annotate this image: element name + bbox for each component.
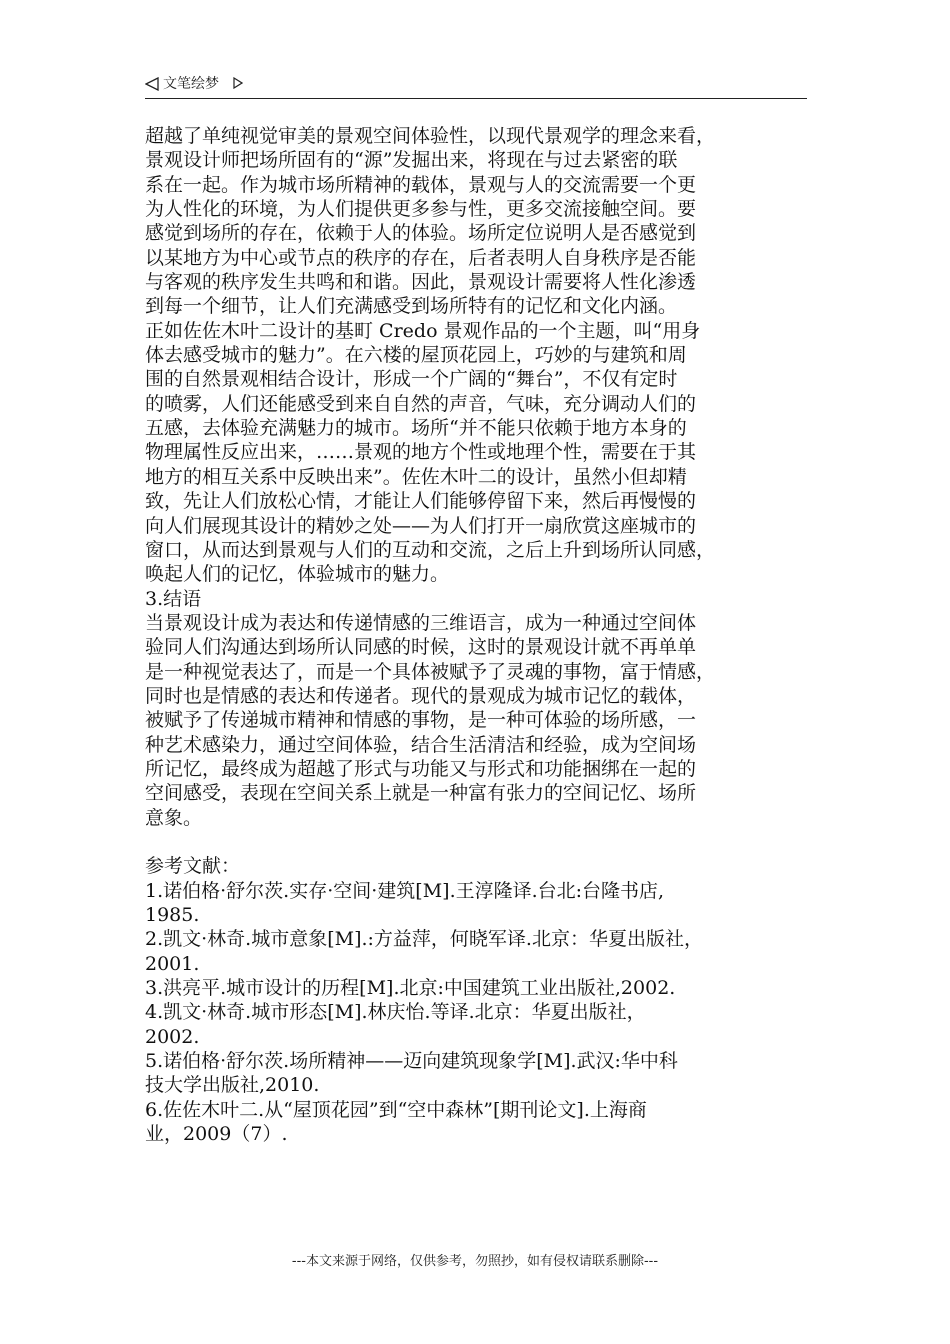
reference-line: 技大学出版社,2010. (145, 1074, 320, 1097)
body-line: 围的自然景观相结合设计，形成一个广阔的“舞台”，不仅有定时 (145, 368, 678, 391)
body-line: 窗口，从而达到景观与人们的互动和交流，之后上升到场所认同感， (145, 538, 716, 561)
body-line: 与客观的秩序发生共鸣和和谐。因此，景观设计需要将人性化渗透 (145, 271, 697, 294)
section-heading: 3.结语 (145, 587, 202, 610)
body-line: 为人性化的环境，为人们提供更多参与性，更多交流接触空间。要 (145, 198, 697, 221)
body-line: 意象。 (145, 806, 203, 829)
body-line: 体去感受城市的魅力”。在六楼的屋顶花园上，巧妙的与建筑和周 (145, 344, 687, 367)
body-line: 超越了单纯视觉审美的景观空间体验性，以现代景观学的理念来看， (145, 125, 716, 147)
body-line: 当景观设计成为表达和传递情感的三维语言，成为一种通过空间体 (145, 611, 697, 634)
spacer (145, 830, 815, 854)
body-line: 正如佐佐木叶二设计的基町 Credo 景观作品的一个主题，叫“用身 (145, 319, 701, 342)
page-header (145, 72, 807, 99)
triangle-left-icon (145, 77, 159, 91)
footer-notice: ---本文来源于网络，仅供参考，勿照抄，如有侵权请联系删除--- (291, 1254, 659, 1269)
body-line: 系在一起。作为城市场所精神的载体，景观与人的交流需要一个更 (145, 173, 697, 196)
reference-line: 2002. (145, 1025, 200, 1048)
triangle-right-icon (233, 77, 243, 89)
body-line: 地方的相互关系中反映出来”。佐佐木叶二的设计，虽然小但却精 (145, 465, 687, 488)
body-line: 所记忆，最终成为超越了形式与功能又与形式和功能捆绑在一起的 (145, 757, 697, 780)
body-line: 感觉到场所的存在，依赖于人的体验。场所定位说明人是否感觉到 (145, 222, 697, 245)
reference-line: 2001. (145, 952, 200, 975)
body-line: 种艺术感染力，通过空间体验，结合生活清洁和经验，成为空间场 (145, 733, 697, 756)
body-line: 同时也是情感的表达和传递者。现代的景观成为城市记忆的载体， (145, 684, 697, 707)
body-line: 物理属性反应出来，……景观的地方个性或地理个性，需要在于其 (145, 441, 697, 464)
body-line: 向人们展现其设计的精妙之处——为人们打开一扇欣赏这座城市的 (145, 514, 697, 537)
references-heading: 参考文献： (145, 855, 241, 878)
body-line: 空间感受，表现在空间关系上就是一种富有张力的空间记忆、场所 (145, 782, 697, 805)
reference-line: 4.凯文·林奇.城市形态[M].林庆怡.等译.北京：华夏出版社， (145, 1001, 646, 1024)
reference-line: 1.诺伯格·舒尔茨.实存·空间·建筑[M].王淳隆译.台北:台隆书店, (145, 879, 665, 902)
reference-line: 业，2009（7）. (145, 1123, 288, 1146)
body-line: 被赋予了传递城市精神和情感的事物，是一种可体验的场所感，一 (145, 709, 697, 732)
reference-line: 6.佐佐木叶二.从“屋顶花园”到“空中森林”[期刊论文].上海商 (145, 1098, 647, 1121)
header-brand: 文笔绘梦 (163, 76, 219, 92)
body-line: 验同人们沟通达到场所认同感的时候，这时的景观设计就不再单单 (145, 636, 697, 659)
body-line: 景观设计师把场所固有的“源”发掘出来，将现在与过去紧密的联 (145, 149, 678, 172)
reference-line: 5.诺伯格·舒尔茨.场所精神——迈向建筑现象学[M].武汉:华中科 (145, 1050, 678, 1073)
body-line: 的喷雾，人们还能感受到来自自然的声音，气味，充分调动人们的 (145, 392, 697, 415)
reference-line: 1985. (145, 904, 200, 926)
reference-line: 3.洪亮平.城市设计的历程[M].北京:中国建筑工业出版社,2002. (145, 977, 676, 1000)
body-line: 唤起人们的记忆，体验城市的魅力。 (145, 563, 450, 586)
body-line: 以某地方为中心或节点的秩序的存在，后者表明人自身秩序是否能 (145, 246, 697, 269)
reference-line: 2.凯文·林奇.城市意象[M].:方益萍，何晓军译.北京：华夏出版社， (145, 928, 703, 951)
body-line: 致，先让人们放松心情，才能让人们能够停留下来，然后再慢慢的 (145, 490, 697, 513)
body-line: 五感，去体验充满魅力的城市。场所“并不能只依赖于地方本身的 (145, 417, 687, 440)
references-section (145, 854, 815, 1146)
body-line: 到每一个细节，让人们充满感受到场所特有的记忆和文化内涵。 (145, 295, 678, 318)
article-body (145, 124, 815, 1146)
body-line: 是一种视觉表达了，而是一个具体被赋予了灵魂的事物，富于情感， (145, 660, 716, 683)
